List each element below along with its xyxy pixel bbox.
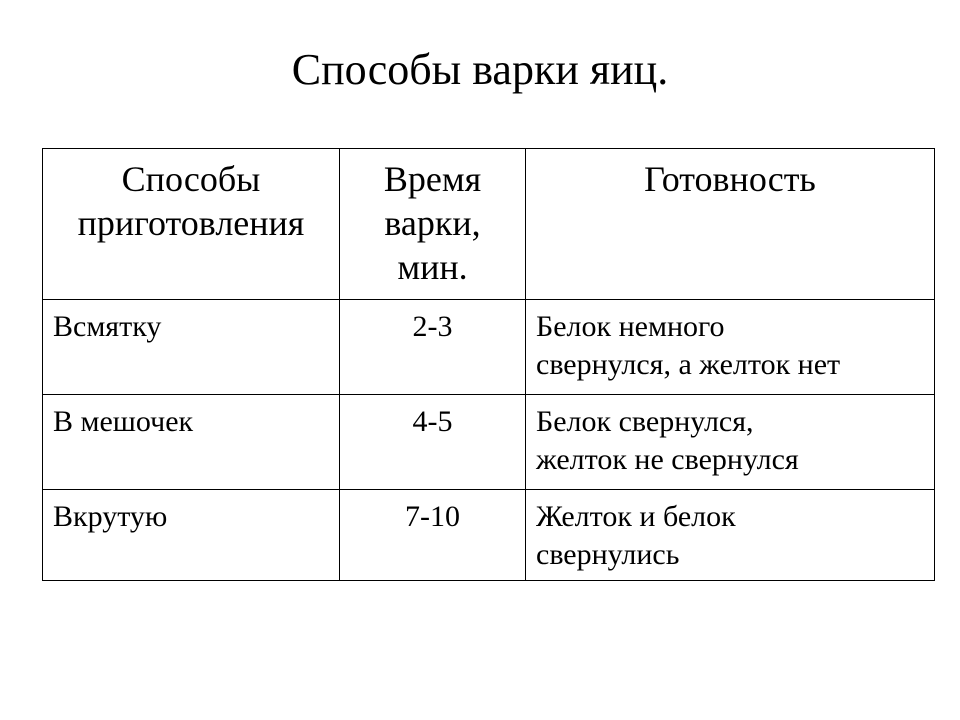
readiness-cell <box>526 300 935 395</box>
table-row <box>43 395 935 490</box>
header-cooking-time-line: Время <box>383 159 482 199</box>
cooking-method-cell: Всмятку <box>43 300 340 395</box>
header-cooking-method-line: приготовления <box>77 203 305 243</box>
table-row <box>43 490 935 581</box>
header-readiness-line: Готовность <box>644 159 816 199</box>
cooking-method-cell: Вкрутую <box>43 490 340 581</box>
cooking-method-cell: В мешочек <box>43 395 340 490</box>
header-cooking-time <box>340 149 526 300</box>
header-cooking-time-line: мин. <box>397 247 468 287</box>
cooking-time-cell: 4-5 <box>340 395 526 490</box>
readiness-cell <box>526 490 935 581</box>
cooking-time-cell: 2-3 <box>340 300 526 395</box>
readiness-line: Желток и белок <box>536 500 736 533</box>
table-header-row <box>43 149 935 300</box>
readiness-line: Белок немного <box>536 310 725 343</box>
readiness-cell <box>526 395 935 490</box>
slide-title: Способы варки яиц. <box>291 45 669 94</box>
readiness-line: свернулся, а желток нет <box>536 348 841 381</box>
header-readiness <box>526 149 935 300</box>
header-cooking-method <box>43 149 340 300</box>
header-cooking-method-line: Способы <box>121 159 261 199</box>
readiness-line: желток не свернулся <box>536 443 799 476</box>
cooking-time-cell: 7-10 <box>340 490 526 581</box>
table-row <box>43 300 935 395</box>
egg-cooking-table <box>42 148 935 581</box>
header-cooking-time-line: варки, <box>384 203 481 243</box>
readiness-line: свернулись <box>536 538 680 571</box>
readiness-line: Белок свернулся, <box>536 405 754 438</box>
